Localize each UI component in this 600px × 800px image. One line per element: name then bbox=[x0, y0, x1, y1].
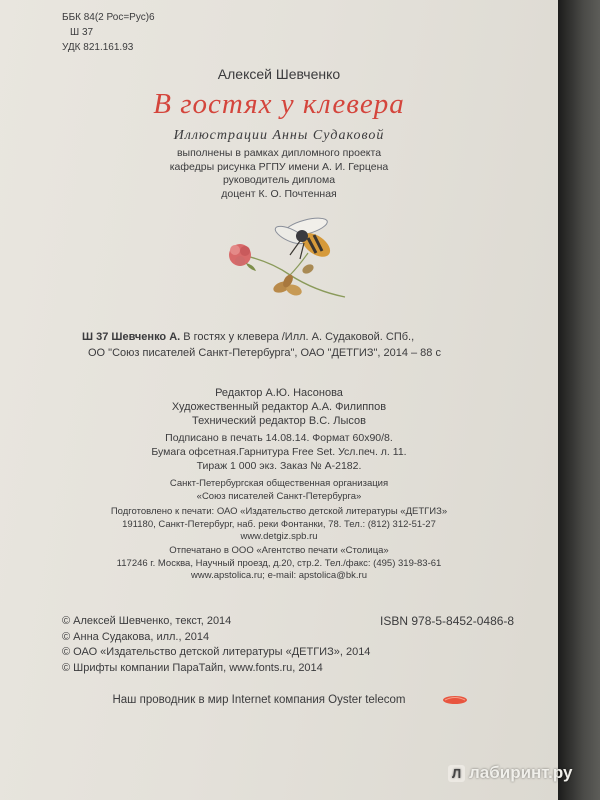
isbn: ISBN 978-5-8452-0486-8 bbox=[380, 614, 515, 628]
editor-line: Редактор А.Ю. Насонова bbox=[215, 387, 343, 399]
credit-line: руководитель диплома bbox=[222, 174, 336, 186]
print-details bbox=[0, 431, 558, 473]
printed-line: 117246 г. Москва, Научный проезд, д.20, стр.2. Тел./факс: (495) 319-83-61 bbox=[116, 557, 442, 569]
cip-code-author: Ш 37 Шевченко А. bbox=[82, 331, 181, 343]
bbk-line: Ш 37 bbox=[70, 27, 94, 38]
cip-record bbox=[82, 329, 441, 361]
oyster-telecom-note: Наш проводник в мир Internet компания Oyster telecom bbox=[112, 694, 406, 706]
prepared-by-block bbox=[0, 506, 558, 544]
book-edge-shadow bbox=[558, 0, 600, 800]
credit-line: выполнены в рамках дипломного проекта bbox=[176, 147, 382, 159]
printed-line: Отпечатано в ООО «Агентство печати «Столица» bbox=[169, 545, 389, 556]
bbk-line: ББК 84(2 Рос=Рус)6 bbox=[62, 12, 155, 23]
watermark-text: лабиринт.ру bbox=[469, 763, 573, 782]
credit-line: кафедры рисунка РГПУ имени А. И. Герцена bbox=[169, 160, 389, 173]
illustration-details bbox=[0, 147, 558, 201]
bbk-line: УДК 821.161.93 bbox=[62, 42, 134, 53]
printed-by-block bbox=[0, 545, 558, 583]
prepared-line: www.detgiz.spb.ru bbox=[240, 531, 318, 542]
copyright-block bbox=[62, 614, 370, 676]
oyster-logo-icon bbox=[441, 694, 469, 706]
copyright-line: © Анна Судакова, илл., 2014 bbox=[62, 630, 210, 643]
prepared-line: 191180, Санкт-Петербург, наб. реки Фонтанки, 78. Тел.: (812) 312-51-27 bbox=[122, 518, 436, 530]
org-line: Санкт-Петербургская общественная организация bbox=[169, 478, 389, 489]
editors-block bbox=[0, 386, 558, 428]
cip-title: В гостях у клевера /Илл. А. Судаковой. СПб., bbox=[180, 331, 415, 343]
bee bbox=[273, 215, 334, 262]
prepared-line: Подготовлено к печати: ОАО «Издательство детской литературы «ДЕТГИЗ» bbox=[110, 506, 448, 517]
organization-block bbox=[0, 478, 558, 503]
cip-line-2: ОО "Союз писателей Санкт-Петербурга", ОАО "ДЕТГИЗ", 2014 – 88 с bbox=[88, 347, 441, 359]
printed-line: www.apstolica.ru; e-mail: apstolica@bk.ru bbox=[191, 570, 367, 581]
print-line: Бумага офсетная.Гарнитура Free Set. Усл.печ. л. 11. bbox=[151, 446, 407, 458]
watermark bbox=[448, 763, 572, 783]
bbk-codes bbox=[62, 10, 155, 55]
editor-line: Технический редактор В.С. Лысов bbox=[191, 415, 367, 427]
illustrations-credit: Иллюстрации Анны Судаковой bbox=[173, 128, 385, 143]
copyright-line: © ОАО «Издательство детской литературы «ДЕТГИЗ», 2014 bbox=[62, 646, 371, 658]
author-name: Алексей Шевченко bbox=[217, 66, 341, 82]
org-line: «Союз писателей Санкт-Петербурга» bbox=[196, 490, 362, 502]
book-title: В гостях у клевера bbox=[153, 88, 405, 120]
copyright-line: © Шрифты компании ПараТайп, www.fonts.ru, 2014 bbox=[62, 661, 323, 674]
cip-line-1 bbox=[82, 329, 441, 345]
editor-line: Художественный редактор А.А. Филиппов bbox=[171, 401, 387, 413]
copyright-line: © Алексей Шевченко, текст, 2014 bbox=[62, 615, 232, 627]
labirint-logo-icon: Л bbox=[448, 765, 465, 782]
print-line: Подписано в печать 14.08.14. Формат 60х90/8. bbox=[165, 432, 393, 444]
clover-and-bee-illustration bbox=[220, 205, 360, 305]
print-line: Тираж 1 000 экз. Заказ № А-2182. bbox=[196, 460, 362, 472]
credit-line: доцент К. О. Почтенная bbox=[221, 187, 337, 200]
